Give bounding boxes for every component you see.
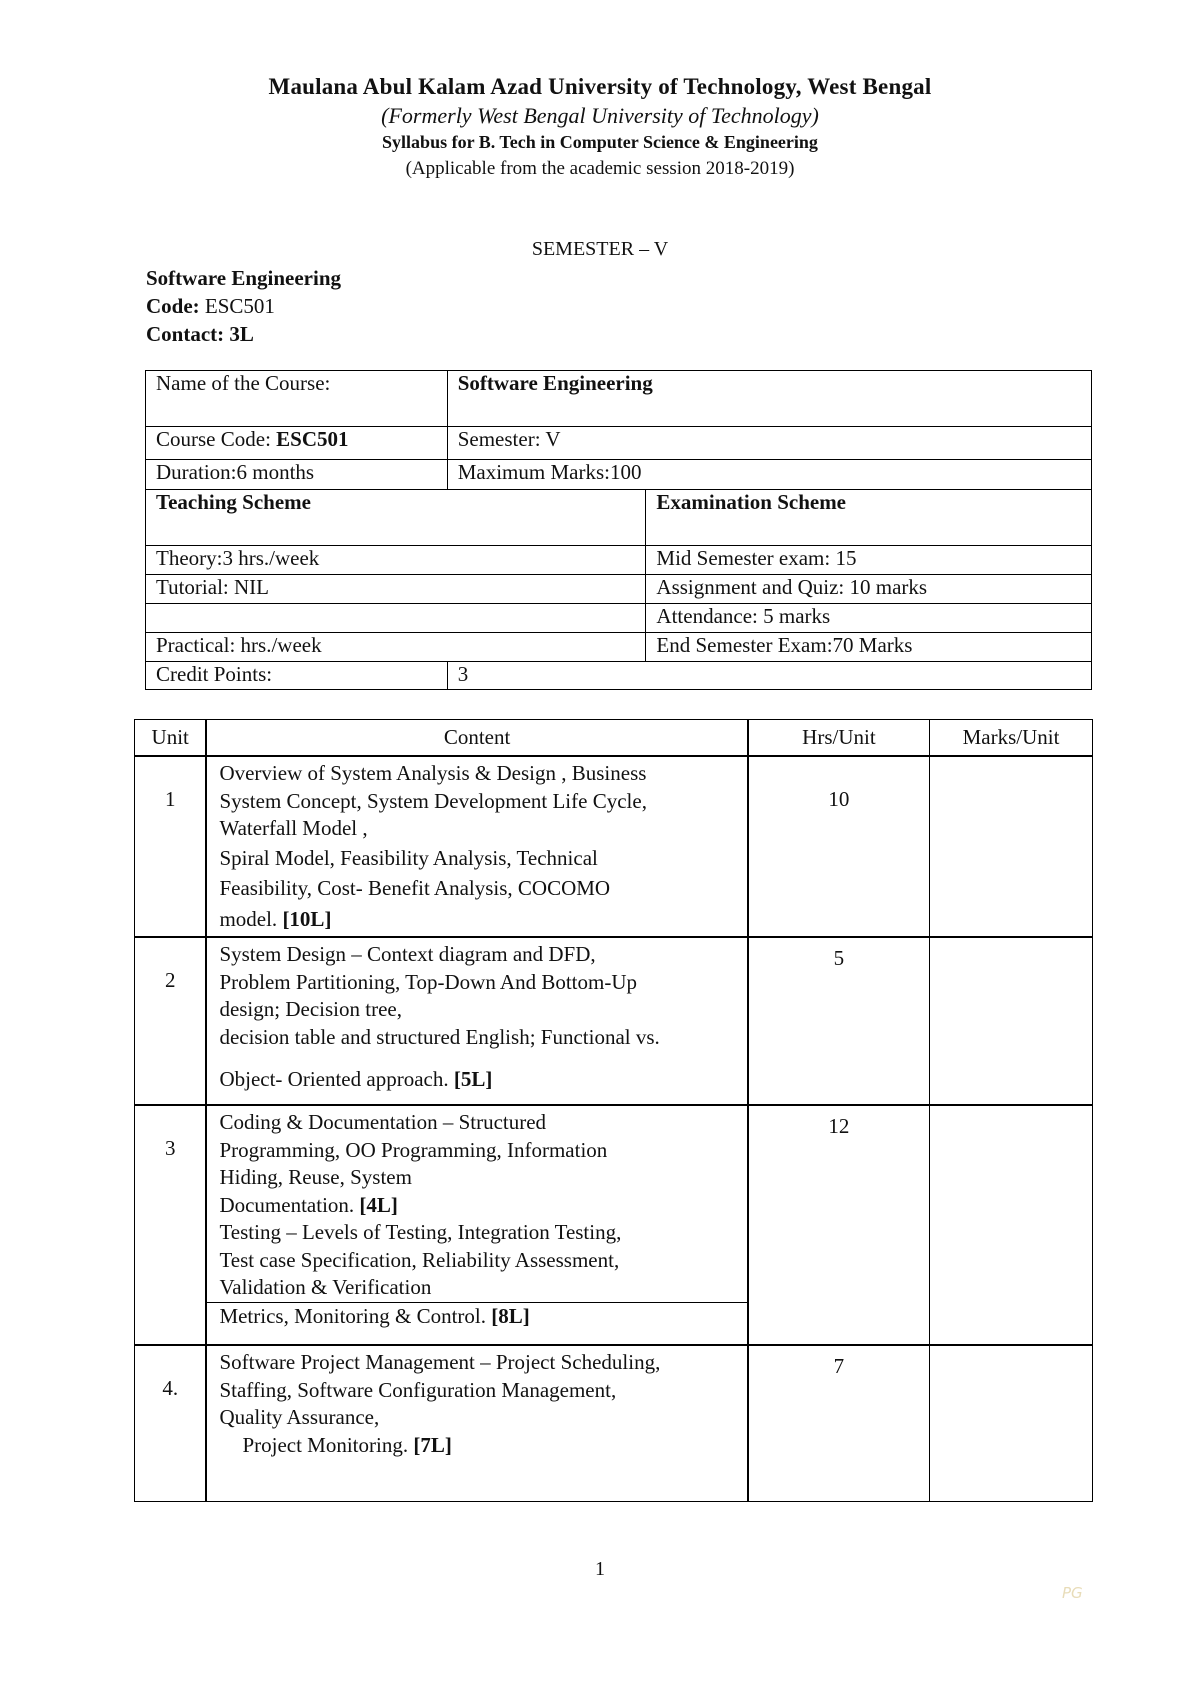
content-line: [219, 1432, 734, 1460]
lecture-count: [8L]: [491, 1303, 530, 1328]
content-line: [207, 1302, 746, 1331]
course-meta: [146, 264, 341, 348]
header-hrs: Hrs/Unit: [748, 720, 930, 757]
course-info-table: [145, 370, 1092, 690]
unit-content: [206, 937, 747, 1105]
content-text: Object- Oriented approach.: [219, 1067, 449, 1091]
content-line: [219, 1192, 734, 1220]
unit-content: [206, 756, 747, 937]
hrs-value: 5: [748, 937, 930, 1105]
content-text: model.: [219, 906, 278, 931]
teaching-scheme-heading: Teaching Scheme: [146, 490, 646, 546]
content-line: decision table and structured English; Functional vs.: [219, 1024, 660, 1049]
content-text: Documentation.: [219, 1192, 355, 1217]
content-text: Metrics, Monitoring & Control.: [219, 1303, 487, 1328]
course-code-value: ESC501: [276, 427, 349, 451]
duration-cell: Duration:6 months: [146, 460, 448, 490]
course-code-cell: [146, 427, 448, 460]
credit-value-cell: 3: [447, 662, 1091, 690]
semester-heading: SEMESTER – V: [531, 238, 669, 260]
content-line: Programming, OO Programming, Information: [219, 1137, 608, 1162]
unit-number: 2: [135, 937, 207, 1105]
content-line: System Concept, System Development Life Cycle,: [219, 788, 647, 813]
content-line: Spiral Model, Feasibility Analysis, Technical: [219, 845, 598, 870]
semester-cell: Semester: V: [447, 427, 1091, 460]
course-title: Software Engineering: [146, 266, 342, 290]
max-marks-cell: Maximum Marks:100: [447, 460, 1091, 490]
page-number: 1: [595, 1558, 605, 1580]
content-line: Feasibility, Cost- Benefit Analysis, COCOMO: [219, 876, 611, 900]
unit-number: 3: [135, 1105, 207, 1345]
marks-value: [930, 937, 1093, 1105]
content-line: Quality Assurance,: [219, 1405, 380, 1429]
lecture-count: [4L]: [359, 1192, 398, 1217]
mid-sem-cell: Mid Semester exam: 15: [646, 546, 1092, 575]
hrs-value: 7: [748, 1345, 930, 1501]
units-table: [134, 719, 1093, 1502]
content-line: System Design – Context diagram and DFD,: [219, 942, 596, 966]
code-value: ESC501: [204, 294, 275, 318]
table-row: [135, 1105, 1093, 1345]
syllabus-title: Syllabus for B. Tech in Computer Science & Engineering: [382, 132, 818, 152]
content-line: Staffing, Software Configuration Management,: [219, 1377, 617, 1402]
former-name: (Formerly West Bengal University of Technology): [381, 103, 819, 128]
watermark: PG: [1062, 1584, 1083, 1602]
content-line: design; Decision tree,: [219, 997, 402, 1021]
lecture-count: [7L]: [413, 1432, 452, 1457]
credit-label-cell: Credit Points:: [146, 662, 448, 690]
code-label: Code:: [146, 294, 200, 318]
table-row: [135, 937, 1093, 1105]
unit-number: 1: [135, 756, 207, 937]
end-sem-cell: End Semester Exam:70 Marks: [646, 633, 1092, 662]
content-line: Validation & Verification: [219, 1275, 432, 1299]
header-unit: Unit: [135, 720, 207, 757]
content-line: [219, 906, 734, 934]
unit-content: [206, 1345, 747, 1501]
course-code-label: Course Code:: [156, 427, 271, 451]
content-line: Overview of System Analysis & Design , Business: [219, 761, 647, 785]
content-line: Software Project Management – Project Scheduling,: [219, 1350, 661, 1374]
marks-value: [930, 756, 1093, 937]
university-name: Maulana Abul Kalam Azad University of Technology, West Bengal: [268, 74, 932, 99]
table-row: [135, 756, 1093, 937]
hrs-value: 12: [748, 1105, 930, 1345]
unit-content: [206, 1105, 747, 1345]
content-line: [219, 1066, 734, 1094]
header-content: Content: [206, 720, 747, 757]
tutorial-cell: Tutorial: NIL: [146, 575, 646, 604]
content-text: Project Monitoring.: [242, 1432, 409, 1457]
lecture-count: [5L]: [453, 1067, 493, 1091]
attendance-cell: Attendance: 5 marks: [646, 604, 1092, 633]
table-row: [135, 1345, 1093, 1501]
content-line: Coding & Documentation – Structured: [219, 1110, 547, 1134]
contact-hours: Contact: 3L: [146, 322, 254, 346]
marks-value: [930, 1105, 1093, 1345]
exam-scheme-heading: Examination Scheme: [646, 490, 1092, 546]
assignment-cell: Assignment and Quiz: 10 marks: [646, 575, 1092, 604]
course-name-value: Software Engineering: [447, 371, 1091, 427]
course-name-label: Name of the Course:: [146, 371, 448, 427]
marks-value: [930, 1345, 1093, 1501]
theory-cell: Theory:3 hrs./week: [146, 546, 646, 575]
empty-cell: [146, 604, 646, 633]
content-line: Test case Specification, Reliability Assessment,: [219, 1247, 620, 1272]
unit-number: 4.: [135, 1345, 207, 1501]
lecture-count: [10L]: [282, 906, 332, 931]
header-marks: Marks/Unit: [930, 720, 1093, 757]
content-line: Hiding, Reuse, System: [219, 1165, 412, 1189]
hrs-value: 10: [748, 756, 930, 937]
content-line: Testing – Levels of Testing, Integration Testing,: [219, 1220, 622, 1244]
practical-cell: Practical: hrs./week: [146, 633, 646, 662]
content-line: Problem Partitioning, Top-Down And Bottom-Up: [219, 969, 637, 994]
content-line: Waterfall Model ,: [219, 816, 368, 840]
applicable-session: (Applicable from the academic session 2018-2019): [405, 158, 795, 179]
